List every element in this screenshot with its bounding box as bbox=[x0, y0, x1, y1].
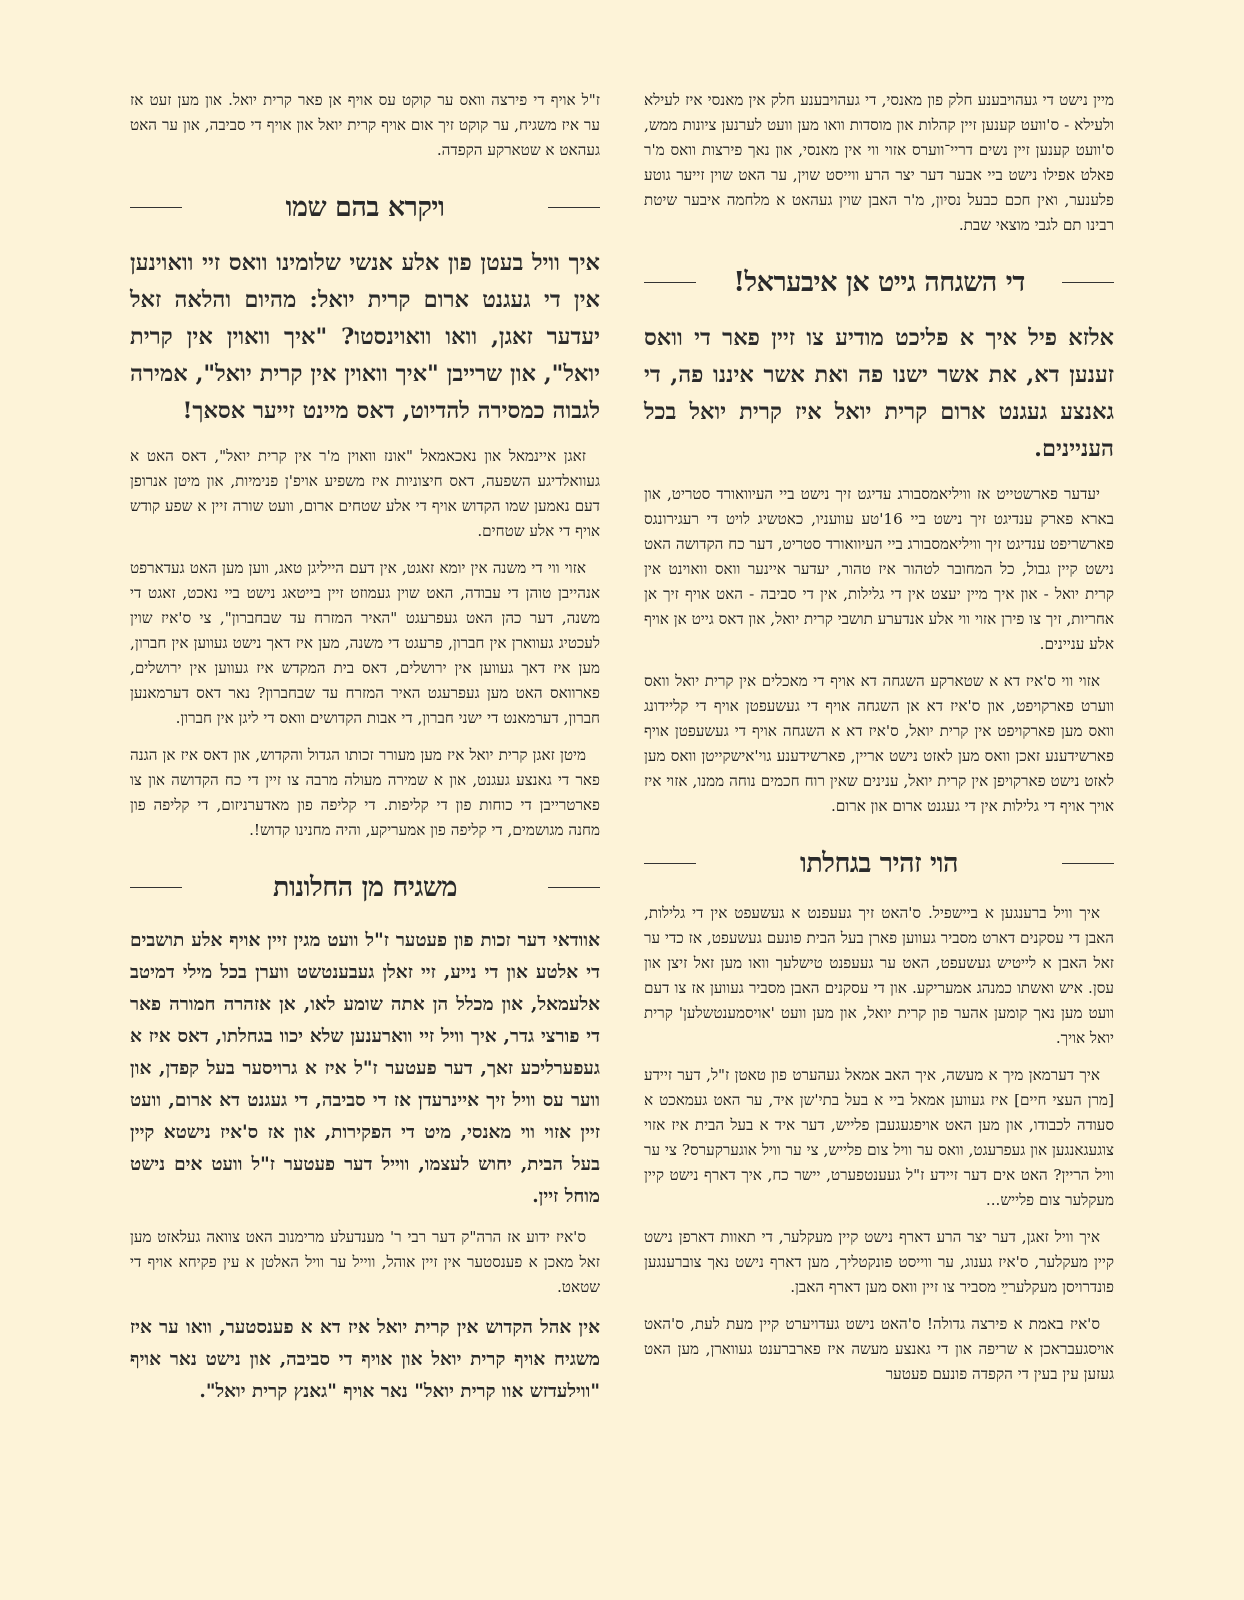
body-paragraph: מיטן זאגן קרית יואל איז מען מעורר זכותו הגדול והקדוש, און דאס איז אן הגנה פאר די גאנצע געגנט, און א שמירה מעולה מרבה צו זיין די כח הקדושה און צו פארטרייבן די כוחות פון די קליפות. די קליפה פון מאדערניזום, די קליפה פון מחנה מגושמים, די קליפה פון אמעריקע, והיה מחנינו קדוש!. bbox=[130, 746, 600, 839]
heading-rule bbox=[548, 207, 600, 208]
heading-rule bbox=[1062, 863, 1114, 864]
lead-paragraph: אוודאי דער זכות פון פעטער ז"ל וועט מגין זיין אויף אלע תושבים די אלטע און די נייע, זיי זאלן געבענטשט ווערן בכל מילי דמיטב אלעמאל, און מכלל הן אתה שומע לאו, אן אזהרה חמורה פאר די פורצי גדר, איך וויל זיי ווארענען שלא יכוו בגחלתו, דאס איז א געפערליכע זאך, דער פעטער ז"ל איז א גרויסער בעל קפדן, און ווער עס וויל זיך איינרעדן אז די סביבה, די געגנט דא ארום, וועט זיין אזוי ווי מאנסי, מיט די הפקירות, און אז ס'איז נישטא קיין בעל הבית, יחוש לעצמו, ווייל דער פעטער ז"ל וועט אים נישט מוחל זיין. bbox=[130, 930, 600, 1207]
heading-rule bbox=[130, 887, 182, 888]
body-paragraph: אזוי ווי ס'איז דא א שטארקע השגחה דא אויף די מאכלים אין קרית יואל וואס ווערט פארקויפט, און ס'איז דא אן השגחה אויף די געשעפטן אויף די קליידונג וואס מען פארקויפט אין קרית יואל, ס'איז דא א השגחה אויף די געשעפטן אויף פארשידענע זאכן וואס מען לאזט נישט אריין, פארשידענע גוי'אישקייטן וואס מען לאזט נישט פארקויפן אין קרית יואל, ענינים שאין רוח חכמים נוחה ממנו, אזוי איז אויך אויף די גלילות אין די געגנט ארום און ארום. bbox=[644, 672, 1114, 815]
right-intro-paragraph: מיין נישט די געהויבענע חלק פון מאנסי, די געהויבענע חלק אין מאנסי איז לעילא ולעילא - ס'וועט קענען זיין קהלות און מוסדות וואו מען וועט לערנען ציונות ממש, ס'וועט קענען זיין נשים דריי־ווערס אזוי ווי אין מאנסי, און נאך פירצות וואס מ'ר פאלט אפילו נישט ביי אבער דער יצר הרע ווייסט שוין, ער האט שוין זייער גוטע פלענער, ואין חכם כבעל נסיון, מ'ר האבן שוין געהאט א מלחמה איבער שיטת רבינו תם לגבי מוצאי שבת. bbox=[644, 91, 1114, 234]
body-paragraph: איך וויל זאגן, דער יצר הרע דארף נישט קיין מעקלער, די תאוות דארפן נישט קיין מעקלער, ס'איז גענוג, ער ווייסט פונקטליך, מען דארף נישט נאך צוברענגען פונדרויסן מעקלערײַ מסביר צו זיין וואס מען דארף האבן. bbox=[644, 1228, 1114, 1296]
section-title: ויקרא בהם שמו bbox=[285, 191, 445, 223]
lead-paragraph: אין אהל הקדוש אין קרית יואל איז דא א פענסטער, וואו ער איז משגיח אויף קרית יואל און אויף די סביבה, און נישט נאר אויף "ווילעדזש אוו קרית יואל" נאר אויף "גאנץ קרית יואל". bbox=[130, 1317, 600, 1402]
right-column bbox=[644, 88, 1114, 1399]
heading-rule bbox=[644, 863, 696, 864]
body-paragraph: ס'איז ידוע אז הרה"ק דער רבי ר' מענדעלע מרימנוב האט צוואה געלאזט מען זאל מאכן א פענסטער אין זיין אוהל, ווייל ער וויל האלטן א עין פקיחא אויף די שטאט. bbox=[130, 1228, 600, 1296]
body-paragraph: איך דערמאן מיך א מעשה, איך האב אמאל געהערט פון טאטן ז"ל, דער זיידע [מרן העצי חיים] איז געווען אמאל ביי א בעל בתי'שן איד, ער האט געמאכט א סעודה לכבודו, און מען האט אויפגעגעבן פלייש, דער איד א בעל הבית איז אזוי צוגעגאנגען און געפרעגט, וואס ער וויל צום פלייש, צי ער וויל אוגערקערס? צי ער וויל הריין? האט אים דער זיידע ז"ל געענטפערט, יישר כח, איך דארף נישט קיין מעקלער צום פלייש... bbox=[644, 1066, 1114, 1209]
section-title: משגיח מן החלונות bbox=[273, 871, 457, 903]
body-paragraph: יעדער פארשטייט אז וויליאמסבורג עדיגט זיך נישט ביי העיוואורד סטריט, און בארא פארק ענדיגט זיך נישט ביי 16'טע עוועניו, כאטשיג לויט די רעגירונגס פארשריפט ענדיגט זיך וויליאמסבורג ביי העיוואורד סטריט, דער כח הקדושה האט נישט קיין גבול, כל המחובר לטהור איז טהור, יעדער איינער וואס וואוינט אין קרית יואל - און איך מיין יעצט אין די גלילות, אין די סביבה - האט אויף זיך אן אחריות, זיך צו פירן אזוי ווי אלע אנדערע תושבי קרית יואל, און דאס גייט אן אויף אלע עניינים. bbox=[644, 485, 1114, 653]
heading-rule bbox=[1062, 282, 1114, 283]
section-title: הוי זהיר בגחלתו bbox=[799, 847, 959, 879]
body-paragraph: איך וויל ברענגען א ביישפיל. ס'האט זיך געעפנט א געשעפט אין די גלילות, האבן די עסקנים דארט מסביר געווען פארן בעל הבית פונעם געשעפט, אז כדי ער זאל האבן א לייטיש געשעפט, האט ער געעפנט טישלעך וואו מען זאל זיצן און עסן. איש ואשתו כמנהג אמעריקע. און די עסקנים האבן מסביר געווען אז צו דעם וועט מען נאך קומען אהער פון קרית יואל, און מען וועט 'אויסמענטשלען' קרית יואל אויך. bbox=[644, 904, 1114, 1047]
heading-rule bbox=[548, 887, 600, 888]
section-heading-gachalto bbox=[644, 845, 1114, 881]
heading-rule bbox=[644, 282, 696, 283]
section-heading-vayikra bbox=[130, 189, 600, 225]
body-paragraph: ס'איז באמת א פירצה גדולה! ס'האט נישט געדויערט קיין מעת לעת, ס'האט אויסגעבראכן א שריפה און די גאנצע מעשה איז פארברענט געווארן, מען האט געזען עין בעין די הקפדה פונעם פעטער bbox=[644, 1315, 1114, 1383]
lead-paragraph: איך וויל בעטן פון אלע אנשי שלומינו וואס זיי וואוינען אין די געגנט ארום קרית יואל: מהיום והלאה זאל יעדער זאגן, וואו וואוינסטו? "איך וואוין אין קרית יואל", און שרייבן "איך וואוין אין קרית יואל", אמירה לגבוה כמסירה להדיוט, דאס מיינט זייער אסאך! bbox=[130, 250, 600, 424]
lead-paragraph: אלזא פיל איך א פליכט מודיע צו זיין פאר די וואס זענען דא, את אשר ישנו פה ואת אשר איננו פה, די גאנצע געגנט ארום קרית יואל איז קרית יואל בכל העניינים. bbox=[644, 325, 1114, 462]
heading-rule bbox=[130, 207, 182, 208]
left-intro-paragraph: ז"ל אויף די פירצה וואס ער קוקט עס אויף אן פאר קרית יואל. און מען זעט אז ער איז משגיח, ער קוקט זיך אום אויף קרית יואל און אויף די סביבה, און ער האט געהאט א שטארקע הקפדה. bbox=[130, 91, 600, 159]
section-title: די השגחה גייט אן איבעראל! bbox=[733, 266, 1025, 298]
section-heading-hashgacha bbox=[644, 264, 1114, 300]
body-paragraph: אזוי ווי די משנה אין יומא זאגט, אין דעם הייליגן טאג, ווען מען האט געדארפט אנהייבן טוהן די עבודה, האט שוין געמוזט זיין בייטאג נישט ביי נאכט, זאגט די משנה, דער כהן האט געפרעגט "האיר המזרח עד שבחברון", צי ס'איז שוין לעכטיג געווארן אין חברון, פרעגט די משנה, מען איז דאך נישט געווען אין חברון, מען איז דאך געווען אין ירושלים, דאס בית המקדש איז געווען אין ירושלים, פארוואס האט מען געפרעגט האיר המזרח עד שבחברון? נאר דאס דערמאנען חברון, דערמאנט די ישני חברון, די אבות הקדושים וואס די ליגן אין חברון. bbox=[130, 559, 600, 727]
section-heading-mashgiach bbox=[130, 869, 600, 905]
body-paragraph: זאגן איינמאל און נאכאמאל "אונז וואוין מ'ר אין קרית יואל", דאס האט א געוואלדיגע השפעה, דאס חיצוניות איז משפיע אויפ'ן פנימיות, און מיטן אנרופן דעם נאמען שמו הקדוש אויף די אלע שטחים ארום, וועט שורה זיין א שפע קודש אויף די אלע שטחים. bbox=[130, 447, 600, 540]
left-column bbox=[130, 88, 600, 1420]
